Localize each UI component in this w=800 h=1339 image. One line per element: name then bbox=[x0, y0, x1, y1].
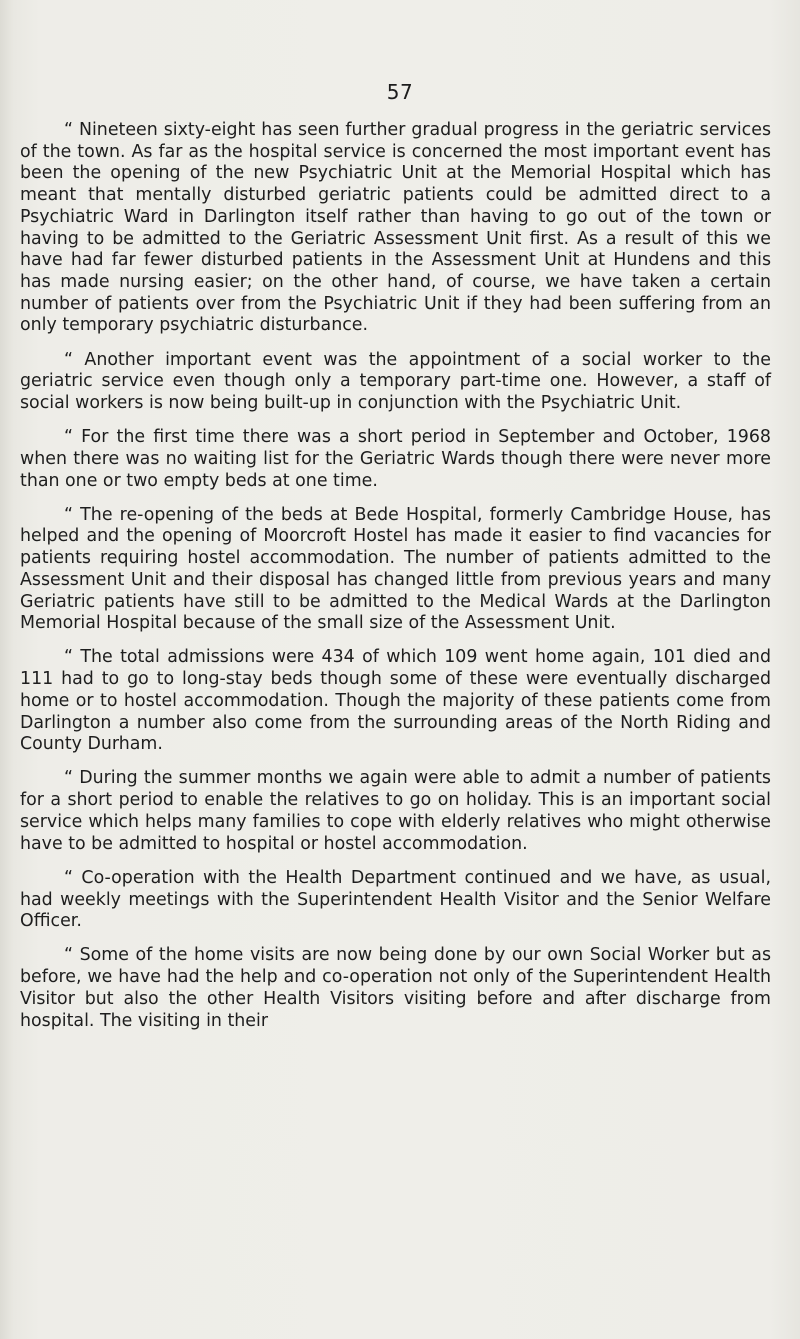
page-number: 57 bbox=[386, 80, 414, 104]
paragraph-health-department: “ Co-operation with the Health Department continued and we have, as usual, had weekly meetings with the Superintendent Health Visitor and the Senior Welfare Officer. bbox=[20, 867, 771, 932]
paragraph-psychiatric-unit: “ Nineteen sixty-eight has seen further gradual progress in the geriatric services of the town. As far as the hospital service is concerned the most important event has been the opening of the new Psychiatric Unit at the Memorial Hospital which has meant that mentally disturbed geriatric patients could be admitted direct to a Psychiatric Ward in Darlington itself rather than having to go out of the town or having to be admitted to the Geriatric Assessment Unit first. As a result of this we have had far fewer disturbed patients in the Assessment Unit at Hundens and this has made nursing easier; on the other hand, of course, we have taken a certain number of patients over from the Psychiatric Unit if they had been suffering from an only temporary psychiatric disturbance. bbox=[20, 120, 771, 336]
paragraph-home-visits: “ Some of the home visits are now being done by our own Social Worker but as before, we have had the help and co-operation not only of the Superintendent Health Visitor but also the other Health Visitors visiting before and after discharge from hospital. The visiting in their bbox=[20, 945, 771, 1031]
paragraph-admissions: “ The total admissions were 434 of which 109 went home again, 101 died and 111 had to go to long-stay beds though some of these were eventually discharged home or to hostel accommodation. Though the majority of these patients come from Darlington a number also come from the surrounding areas of the North Riding and County Durham. bbox=[20, 647, 771, 755]
paragraph-summer-relief: “ During the summer months we again were able to admit a number of patients for a short period to enable the relatives to go on holiday. This is an important social service which helps many families to cope with elderly relatives who might otherwise have to be admitted to hospital or hostel accommodation. bbox=[20, 768, 771, 854]
body-text bbox=[20, 120, 771, 1045]
paragraph-bede-hospital: “ The re-opening of the beds at Bede Hospital, formerly Cambridge House, has helped and the opening of Moorcroft Hostel has made it easier to find vacancies for patients requiring hostel accommodation. The number of patients admitted to the Assessment Unit and their disposal has changed little from previous years and many Geriatric patients have still to be admitted to the Medical Wards at the Darlington Memorial Hospital because of the small size of the Assessment Unit. bbox=[20, 504, 771, 634]
paragraph-waiting-list: “ For the first time there was a short period in September and October, 1968 when there was no waiting list for the Geriatric Wards though there were never more than one or two empty beds at one time. bbox=[20, 427, 771, 491]
paragraph-social-worker: “ Another important event was the appointment of a social worker to the geriatric service even though only a temporary part-time one. However, a staff of social workers is now being built-up in conjunction with the Psychiatric Unit. bbox=[20, 349, 771, 413]
